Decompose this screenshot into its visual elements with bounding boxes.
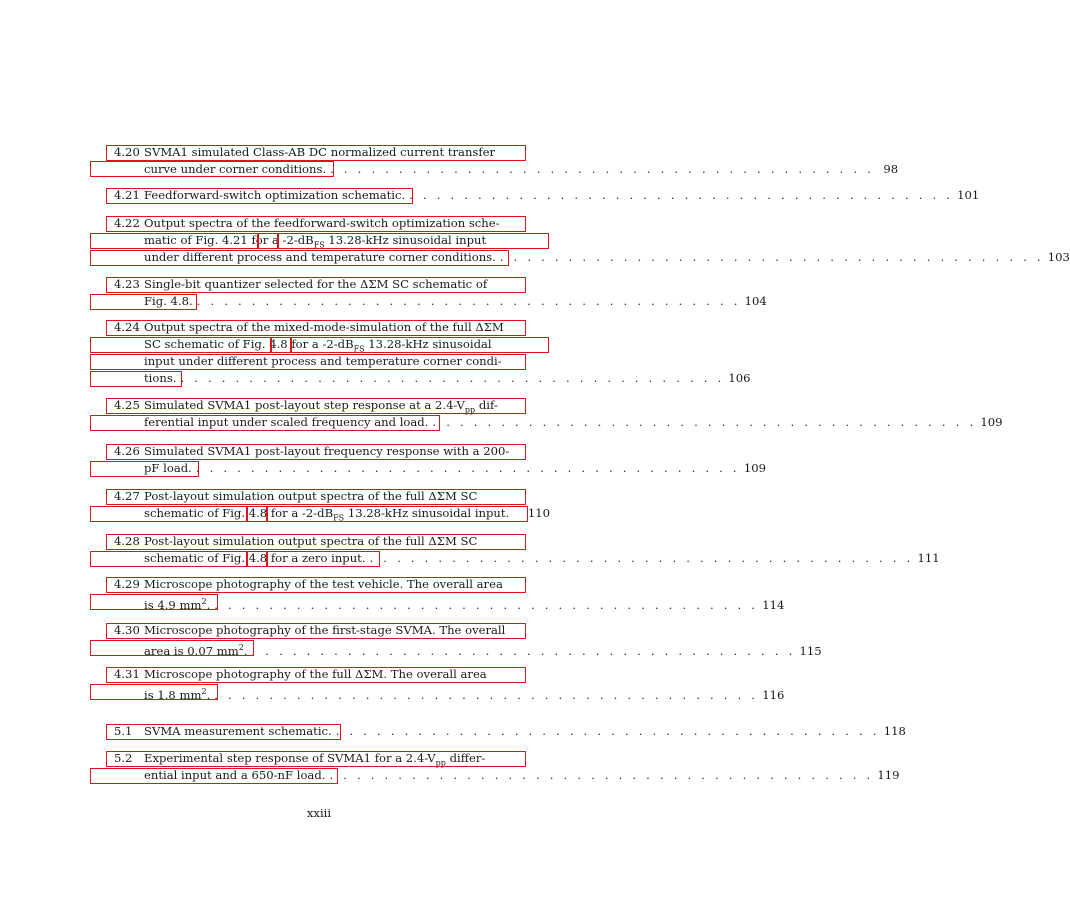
page-number[interactable]: 106 <box>728 371 751 385</box>
page-number[interactable]: 118 <box>883 724 906 738</box>
entry-text-line: Output spectra of the mixed-mode-simulation of the full ΔΣM <box>144 320 504 334</box>
entry-text-line: Microscope photography of the test vehicle. The overall area <box>144 577 503 591</box>
leader-dots: . . . . . . . . . . . . . . . . . . . . . . . . . . . . . . . . . . . . . . . . <box>329 768 874 782</box>
toc-entry-4-26[interactable] <box>114 443 766 477</box>
figure-number: 5.2 <box>114 751 133 765</box>
subscript: pp <box>435 758 446 768</box>
entry-text-line: area is 0.07 mm <box>144 643 239 658</box>
toc-entry-4-31[interactable] <box>114 666 785 702</box>
entry-text-line: tions. <box>144 371 177 385</box>
entry-text-line: schematic of Fig. 4.8 for a zero input. <box>144 551 366 565</box>
figure-number: 4.29 <box>114 577 140 591</box>
entry-text-line: Post-layout simulation output spectra of the full ΔΣM SC <box>144 489 478 503</box>
entry-text-line: Microscope photography of the full ΔΣM. The overall area <box>144 667 487 681</box>
page-number[interactable]: 119 <box>877 768 900 782</box>
page-number[interactable]: 104 <box>744 294 767 308</box>
page-number[interactable]: 110 <box>527 506 550 520</box>
toc-entry-4-23[interactable] <box>114 276 767 310</box>
entry-text-line: SVMA measurement schematic. <box>144 724 332 738</box>
entry-text-line: Feedforward-switch optimization schematic. <box>144 188 406 202</box>
entry-text-line: Simulated SVMA1 post-layout step response at a 2.4-V <box>144 398 465 412</box>
entry-text-line: Simulated SVMA1 post-layout frequency response with a 200- <box>144 444 510 458</box>
page-number[interactable]: 109 <box>743 461 766 475</box>
page-footer-number: xxiii <box>306 806 332 820</box>
figure-number: 4.23 <box>114 277 140 291</box>
subscript: FS <box>333 513 345 523</box>
page-number[interactable]: 114 <box>762 597 785 612</box>
superscript: 2 <box>201 597 207 606</box>
page-number[interactable]: 115 <box>799 643 822 658</box>
figure-number: 4.20 <box>114 145 140 159</box>
figure-number: 4.27 <box>114 489 140 503</box>
entry-text-line: 13.28-kHz sinusoidal <box>364 337 492 351</box>
entry-text-line: SC schematic of Fig. 4.8 for a -2-dB <box>144 337 354 351</box>
entry-text-line: under different process and temperature corner conditions. <box>144 250 496 264</box>
page-number[interactable]: 109 <box>980 415 1003 429</box>
entry-text-line: Single-bit quantizer selected for the ΔΣM SC schematic of <box>144 277 488 291</box>
leader-dots: . . . . . . . . . . . . . . . . . . . . . . . . . . . . . . . . . . . . . . . . <box>180 371 725 385</box>
leader-dots: . . . . . . . . . . . . . . . . . . . . . . . . . . . . . . . . . . . . . . . . <box>196 294 741 308</box>
superscript: 2 <box>201 687 207 696</box>
page-number[interactable]: 111 <box>917 551 940 565</box>
figure-number: 4.25 <box>114 398 140 412</box>
toc-entry-5-1[interactable] <box>114 723 906 740</box>
leader-dots: . . . . . . . . . . . . . . . . . . . . . . . . . . . . . . . . . . . . . . . . <box>432 415 977 429</box>
leader-dots: . . . . . . . . . . . . . . . . . . . . . . . . . . . . . . . . . . . . . . . . <box>214 687 759 702</box>
subscript: pp <box>464 405 476 415</box>
entry-text-line: ferential input under scaled frequency and load. <box>144 415 429 429</box>
toc-entry-4-27[interactable] <box>114 488 550 522</box>
leader-dots: . . . . . . . . . . . . . . . . . . . . . . . . . . . . . . . . . . . . . . . . <box>251 643 796 658</box>
toc-entry-4-20[interactable] <box>114 144 899 178</box>
entry-text-line: Microscope photography of the first-stage SVMA. The overall <box>144 623 506 637</box>
leader-dots: . . . . . . . . . . . . . . . . . . . . . . . . . . . . . . . . . . . . . . . . <box>330 162 875 176</box>
toc-entry-5-2[interactable] <box>114 750 900 784</box>
subscript: FS <box>353 344 365 354</box>
entry-text-line: curve under corner conditions. <box>144 162 327 176</box>
entry-text-line: Fig. 4.8. <box>144 294 193 308</box>
toc-entry-4-24[interactable] <box>114 319 751 387</box>
figure-number: 4.24 <box>114 320 140 334</box>
entry-text-line: . <box>243 643 248 658</box>
leader-dots: . . . . . . . . . . . . . . . . . . . . . . . . . . . . . . . . . . . . . . . . <box>195 461 740 475</box>
toc-entry-4-29[interactable] <box>114 576 785 612</box>
figure-number: 5.1 <box>114 724 133 738</box>
entry-text-line: is 4.9 mm <box>144 597 202 612</box>
leader-dots: . . . . . . . . . . . . . . . . . . . . . . . . . . . . . . . . . . . . . . . . <box>369 551 914 565</box>
entry-text-line: differ- <box>445 751 486 765</box>
leader-dots: . . . . . . . . . . . . . . . . . . . . . . . . . . . . . . . . . . . . . . . . <box>409 188 954 202</box>
page-number[interactable]: 103 <box>1047 250 1070 264</box>
toc-entry-4-21[interactable] <box>114 187 980 204</box>
entry-text-line: . <box>206 687 211 702</box>
toc-entry-4-22[interactable] <box>114 215 1070 266</box>
leader-dots: . . . . . . . . . . . . . . . . . . . . . . . . . . . . . . . . . . . . . . . . <box>335 724 880 738</box>
entry-text-line: Output spectra of the feedforward-switch optimization sche- <box>144 216 500 230</box>
page-number[interactable]: 101 <box>957 188 980 202</box>
entry-text-line: matic of Fig. 4.21 for a -2-dB <box>144 233 314 247</box>
entry-text-line: pF load. <box>144 461 192 475</box>
leader-dots: . . . . . . . . . . . . . . . . . . . . . . . . . . . . . . . . . . . . . . . . <box>214 597 759 612</box>
entry-text-line: SVMA1 simulated Class-AB DC normalized current transfer <box>144 145 496 159</box>
figure-number: 4.22 <box>114 216 140 230</box>
entry-text-line: Post-layout simulation output spectra of the full ΔΣM SC <box>144 534 478 548</box>
figure-number: 4.28 <box>114 534 140 548</box>
entry-text-line: is 1.8 mm <box>144 687 202 702</box>
entry-text-line: schematic of Fig. 4.8 for a -2-dB <box>144 506 334 520</box>
entry-text-line: input under different process and temperature corner condi- <box>144 354 502 368</box>
entry-text-line: 13.28-kHz sinusoidal input <box>324 233 487 247</box>
entry-text-line: dif- <box>475 398 498 412</box>
entry-text-line: . <box>206 597 211 612</box>
figure-number: 4.31 <box>114 667 140 681</box>
leader-dots: . . . . . . . . . . . . . . . . . . . . . . . . . . . . . . . . . . . . . . . . <box>499 250 1044 264</box>
figure-number: 4.30 <box>114 623 140 637</box>
entry-text-line: 13.28-kHz sinusoidal input. <box>344 506 510 520</box>
entry-text-line: Experimental step response of SVMA1 for a 2.4-V <box>144 751 436 765</box>
figure-number: 4.26 <box>114 444 140 458</box>
toc-entry-4-25[interactable] <box>114 397 1003 431</box>
toc-entry-4-30[interactable] <box>114 622 822 658</box>
toc-entry-4-28[interactable] <box>114 533 940 567</box>
superscript: 2 <box>238 643 244 652</box>
subscript: FS <box>313 240 325 250</box>
entry-text-line: ential input and a 650-nF load. <box>144 768 326 782</box>
page-number[interactable]: 116 <box>762 687 785 702</box>
page-number[interactable]: 98 <box>883 162 899 176</box>
figure-number: 4.21 <box>114 188 140 202</box>
